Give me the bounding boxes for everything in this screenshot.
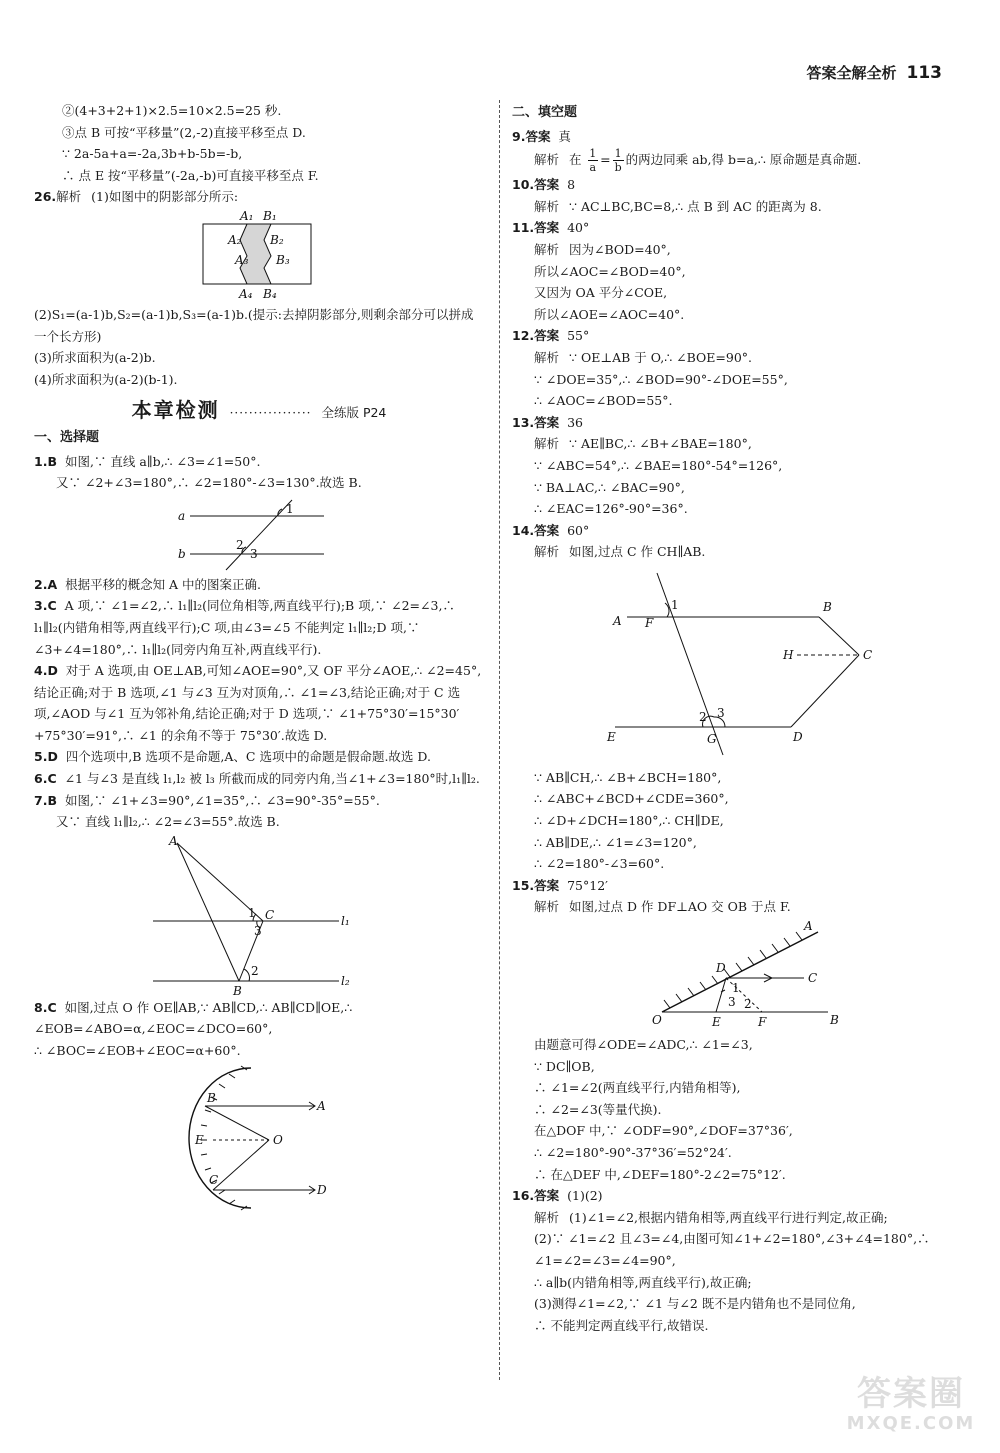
chapter-ref: 全练版 P24 [321,405,387,421]
text-line: (2)∵ ∠1=∠2 且∠3=∠4,由图可知∠1+∠2=180°,∠3+∠4=180°,∴ ∠1=∠2=∠3=∠4=90°, [534,1231,930,1268]
svg-text:C: C [209,1172,219,1187]
text-line: ∵ BA⊥AC,∴ ∠BAC=90°, [534,479,685,495]
header-title: 答案全解全析 [806,64,897,82]
figure-q15 [632,920,852,1032]
q14: 14.答案 60° [512,522,590,538]
text-line: ②(4+3+2+1)×2.5=10×2.5=25 秒. [62,103,282,118]
q3: 3.C A 项,∵ ∠1=∠2,∴ l₁∥l₂(同位角相等,两直线平行);B 项,∵ ∠2=∠3,∴ l₁∥l₂(内错角相等,两直线平行);C 项,由∠3=∠5 不能判定 l₁∥l₂;D 项,∵ ∠3+∠4=180°,∴ l₁∥l₂(同旁内角互补,两直线平行). [34,598,455,657]
text-line: (4)所求面积为(a-2)(b-1). [34,371,178,387]
figure-q7 [149,835,369,995]
svg-text:E: E [195,1132,204,1147]
svg-text:B: B [233,983,242,995]
q6: 6.C ∠1 与∠3 是直线 l₁,l₂ 被 l₃ 所截而成的同旁内角,当∠1+∠3=180°时,l₁∥l₂. [34,771,480,787]
figure-q14 [597,565,887,765]
svg-text:3: 3 [250,546,258,561]
svg-text:3: 3 [254,923,262,938]
text-line: ∴ 点 E 按“平移量”(-2a,-b)可直接平移至点 F. [62,167,319,183]
text-line: ∴ ∠D+∠DCH=180°,∴ CH∥DE, [534,813,724,829]
svg-text:C: C [863,647,873,662]
svg-text:A₁: A₁ [240,209,254,223]
svg-text:1: 1 [248,905,256,920]
q9: 9.答案 真 [512,128,571,144]
svg-text:H: H [783,647,794,662]
text-line: ∵ ∠ABC=54°,∴ ∠BAE=180°-54°=126°, [534,457,783,473]
svg-text:A₃: A₃ [235,252,249,267]
page-number: 113 [906,62,942,83]
fraction: 1 b [614,147,622,175]
svg-text:A: A [169,834,178,848]
text-line: 所以∠AOE=∠AOC=40°. [534,306,685,322]
q26: 26.解析 (1)如图中的阴影部分所示: [34,189,239,205]
svg-text:F: F [758,1015,767,1030]
text-line: 又∵ ∠2+∠3=180°,∴ ∠2=180°-∠3=130°.故选 B. [56,475,362,491]
svg-text:1: 1 [671,597,679,612]
text-line: ∴ ∠ABC+∠BCD+∠CDE=360°, [534,791,729,807]
svg-text:2: 2 [236,537,244,552]
q16: 16.答案 (1)(2) [512,1188,603,1204]
text-line: ∴ AB∥DE,∴ ∠1=∠3=120°, [534,834,697,850]
text-line: ③点 B 可按“平移量”(2,-2)直接平移至点 D. [62,124,306,140]
q12-analysis: 解析 ∵ OE⊥AB 于 O,∴ ∠BOE=90°. [534,349,753,365]
text-line: ∵ 2a-5a+a=-2a,3b+b-5b=-b, [62,146,243,162]
watermark-top: 答案圈 [857,1374,965,1414]
chapter-dots: ················· [229,406,312,421]
watermark-bottom: MXQE.COM [846,1413,976,1434]
svg-text:B: B [207,1090,216,1105]
q11-analysis: 解析 因为∠BOD=40°, [534,241,671,257]
q15: 15.答案 75°12′ [512,877,609,893]
svg-text:2: 2 [699,709,707,724]
section-title: 一、选择题 [34,429,100,445]
svg-text:A: A [317,1098,326,1113]
text-line: ∴ ∠2=∠3(等量代换). [534,1101,662,1117]
q10-analysis: 解析 ∵ AC⊥BC,BC=8,∴ 点 B 到 AC 的距离为 8. [534,198,822,214]
q10: 10.答案 8 [512,177,576,193]
text-line: ∴ ∠BOC=∠EOB+∠EOC=α+60°. [34,1043,241,1059]
chapter-heading [34,400,484,425]
text-line: ∴ ∠AOC=∠BOD=55°. [534,393,673,409]
q7: 7.B 如图,∵ ∠1+∠3=90°,∠1=35°,∴ ∠3=90°-35°=55°. [34,792,380,808]
svg-text:C: C [808,971,818,986]
svg-text:B₁: B₁ [263,209,277,223]
svg-text:B: B [830,1013,839,1028]
svg-text:F: F [645,615,654,630]
text-line: 所以∠AOC=∠BOD=40°, [534,263,686,279]
q9-analysis: 解析 在 1 a= 1 b的两边同乘 ab,得 b=a,∴ 原命题是真命题. [534,147,862,175]
svg-text:l₁: l₁ [341,913,350,928]
svg-text:B₄: B₄ [263,286,277,301]
svg-text:1: 1 [732,981,740,996]
right-column [512,100,972,1336]
page-header [806,62,942,83]
q4: 4.D 对于 A 选项,由 OE⊥AB,可知∠AOE=90°,又 OF 平分∠AOE,∴ ∠2=45°,结论正确;对于 B 选项,∠1 与∠3 互为对顶角,∴ ∠1=∠3,结论正确;对于 C 选项,∠AOD 与∠1 互为邻补角,结论正确;对于 D 选项,∵ ∠1+75°30′=15°30′+75°30′=91°,∴ ∠1 的余角不等于 75°30′.故选 D. [34,663,482,743]
svg-text:A₄: A₄ [239,286,253,301]
text-line: ∵ DC∥OB, [534,1058,595,1074]
svg-text:B₂: B₂ [270,232,284,247]
svg-text:O: O [652,1013,662,1028]
text-line: (3)测得∠1=∠2,∵ ∠1 与∠2 既不是内错角也不是同位角, [534,1296,856,1312]
svg-text:2: 2 [744,997,752,1012]
text-line: 又∵ 直线 l₁∥l₂,∴ ∠2=∠3=55°.故选 B. [56,814,280,830]
figure-q8 [169,1064,349,1214]
text-line: 又因为 OA 平分∠COE, [534,285,668,301]
q11: 11.答案 40° [512,220,590,236]
svg-text:C: C [265,907,275,922]
text-line: ∵ ∠DOE=35°,∴ ∠BOD=90°-∠DOE=55°, [534,371,788,387]
q15-analysis: 解析 如图,过点 D 作 DF⊥AO 交 OB 于点 F. [534,899,791,915]
text-line: (2)S₁=(a-1)b,S₂=(a-1)b,S₃=(a-1)b.(提示:去掉阴影部分,则剩余部分可以拼成一个长方形) [34,306,474,344]
svg-text:O: O [273,1132,283,1147]
q16-analysis: 解析 (1)∠1=∠2,根据内错角相等,两直线平行进行判定,故正确; [534,1209,888,1225]
text-line: 由题意可得∠ODE=∠ADC,∴ ∠1=∠3, [534,1037,753,1053]
watermark-logo [836,1375,986,1445]
svg-text:A: A [613,613,622,628]
svg-text:G: G [707,731,717,746]
svg-text:l₂: l₂ [341,973,350,988]
q13-analysis: 解析 ∵ AE∥BC,∴ ∠B+∠BAE=180°, [534,436,752,452]
chapter-title: 本章检测 [131,398,220,423]
svg-text:B: B [823,599,832,614]
text-line: ∵ AB∥CH,∴ ∠B+∠BCH=180°, [534,769,722,785]
column-divider [499,100,500,1380]
svg-text:b: b [178,546,186,561]
text-line: ∴ ∠2=180°-∠3=60°. [534,856,665,872]
svg-text:D: D [716,961,726,976]
text-line: ∴ a∥b(内错角相等,两直线平行),故正确; [534,1274,752,1290]
svg-text:3: 3 [717,705,725,720]
svg-text:E: E [607,729,616,744]
text-line: ∴ 不能判定两直线平行,故错误. [534,1317,709,1333]
q5: 5.D 四个选项中,B 选项不是命题,A、C 选项中的命题是假命题.故选 D. [34,749,431,765]
text-line: ∴ 在△DEF 中,∠DEF=180°-2∠2=75°12′. [534,1166,786,1182]
q2: 2.A 根据平移的概念知 A 中的图案正确. [34,576,262,592]
text-line: ∴ ∠1=∠2(两直线平行,内错角相等), [534,1080,741,1096]
svg-text:a: a [178,508,186,523]
svg-text:3: 3 [728,995,736,1010]
svg-text:E: E [712,1015,721,1030]
q13: 13.答案 36 [512,414,584,430]
text-line: ∴ ∠2=180°-90°-37°36′=52°24′. [534,1145,732,1160]
q12: 12.答案 55° [512,328,590,344]
q14-analysis: 解析 如图,过点 C 作 CH∥AB. [534,544,706,560]
text-line: (3)所求面积为(a-2)b. [34,350,156,366]
text-line: ∴ ∠EAC=126°-90°=36°. [534,501,688,517]
svg-text:A₂: A₂ [228,232,242,247]
svg-text:A: A [804,920,813,934]
fraction: 1 a [589,147,597,175]
left-column [34,100,484,1216]
figure-q1 [174,496,344,572]
figure-q26 [199,210,319,302]
svg-text:1: 1 [286,501,294,516]
svg-text:B₃: B₃ [276,252,290,267]
text-line: 在△DOF 中,∵ ∠ODF=90°,∠DOF=37°36′, [534,1123,793,1139]
svg-text:D: D [317,1182,327,1197]
q8: 8.C 如图,过点 O 作 OE∥AB,∵ AB∥CD,∴ AB∥CD∥OE,∴ ∠EOB=∠ABO=α,∠EOC=∠DCO=60°, [34,999,353,1037]
q1: 1.B 如图,∵ 直线 a∥b,∴ ∠3=∠1=50°. [34,453,261,469]
svg-text:2: 2 [251,963,259,978]
svg-text:D: D [793,729,803,744]
section-title: 二、填空题 [512,105,578,120]
